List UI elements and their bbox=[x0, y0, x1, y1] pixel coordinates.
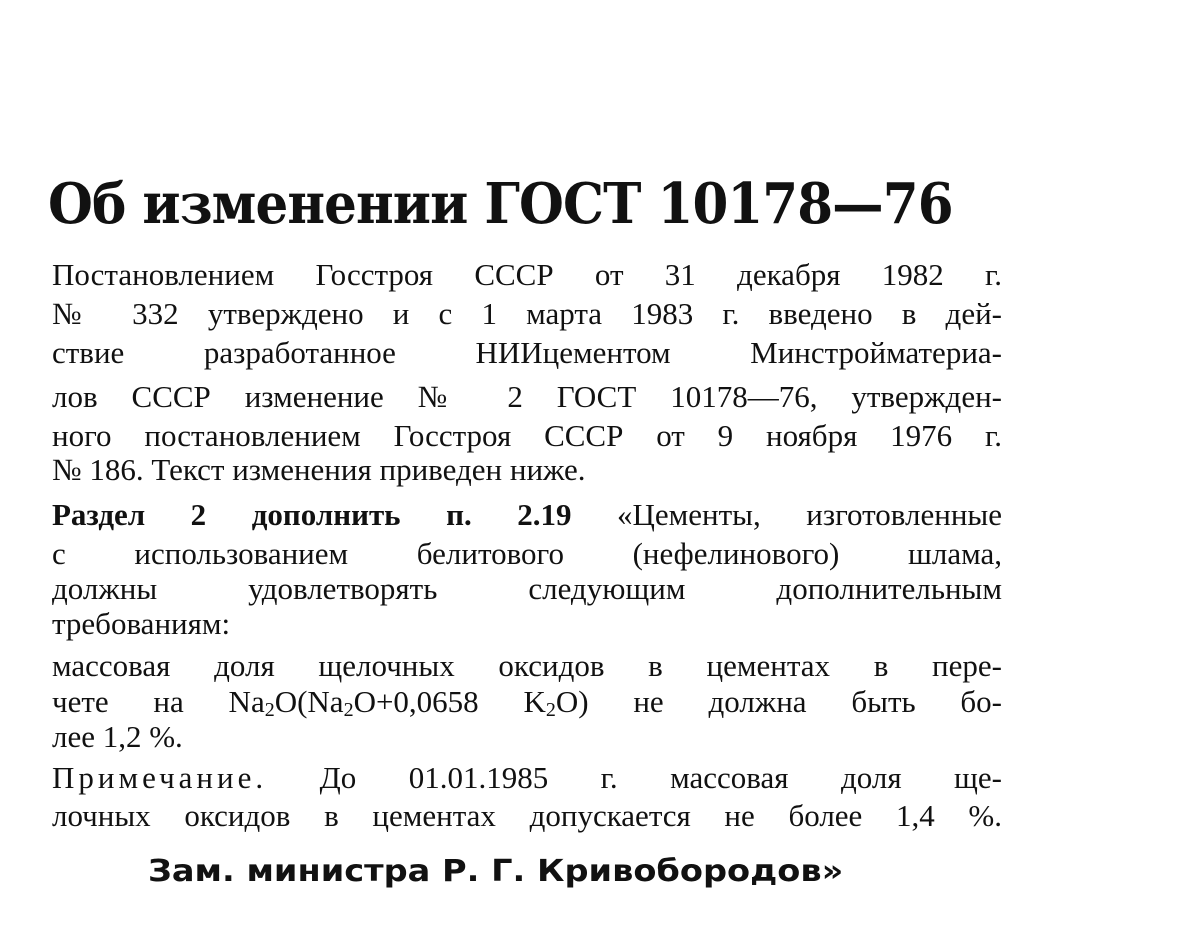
requirement-line: массовая доля щелочных оксидов в цементах в пере- bbox=[52, 648, 1002, 683]
amendment-line bbox=[52, 497, 1002, 533]
subscript: 2 bbox=[343, 699, 354, 721]
paragraph-line: лов СССР изменение № 2 ГОСТ 10178—76, утвержден- bbox=[52, 379, 1002, 414]
subscript: 2 bbox=[545, 699, 556, 721]
requirement-formula-line: чете на $Na_2O(Na_2O+0,0658$ $K_2O$) не должна быть бо- bbox=[52, 684, 1002, 721]
amendment-text: «Цементы, изготовленные bbox=[571, 497, 1002, 532]
paragraph-line: Постановлением Госстроя СССР от 31 декабря 1982 г. bbox=[52, 257, 1002, 292]
document-title: Об изменении ГОСТ 10178—76 bbox=[48, 171, 953, 237]
note-line bbox=[52, 760, 1002, 796]
requirement-line: лее 1,2 %. bbox=[52, 719, 183, 754]
signature: Зам. министра Р. Г. Кривобородов» bbox=[148, 854, 844, 889]
amendment-line: с использованием белитового (нефелинового) шлама, bbox=[52, 536, 1002, 571]
subscript: 2 bbox=[264, 699, 275, 721]
paragraph-line: ствие разработанное НИИцементом Минстройматериа- bbox=[52, 335, 1002, 370]
paragraph-line: ного постановлением Госстроя СССР от 9 ноября 1976 г. bbox=[52, 418, 1002, 453]
note-text: До 01.01.1985 г. массовая доля ще- bbox=[267, 760, 1002, 795]
note-label: Примечание. bbox=[52, 760, 268, 795]
paragraph-line: № 332 утверждено и с 1 марта 1983 г. введено в дей- bbox=[52, 296, 1002, 331]
amendment-line: требованиям: bbox=[52, 606, 231, 641]
amendment-line: должны удовлетворять следующим дополнительным bbox=[52, 571, 1002, 606]
note-line: лочных оксидов в цементах допускается не более 1,4 %. bbox=[52, 798, 1002, 833]
section-reference: Раздел 2 дополнить п. 2.19 bbox=[52, 497, 572, 532]
paragraph-line: № 186. Текст изменения приведен ниже. bbox=[52, 452, 586, 487]
